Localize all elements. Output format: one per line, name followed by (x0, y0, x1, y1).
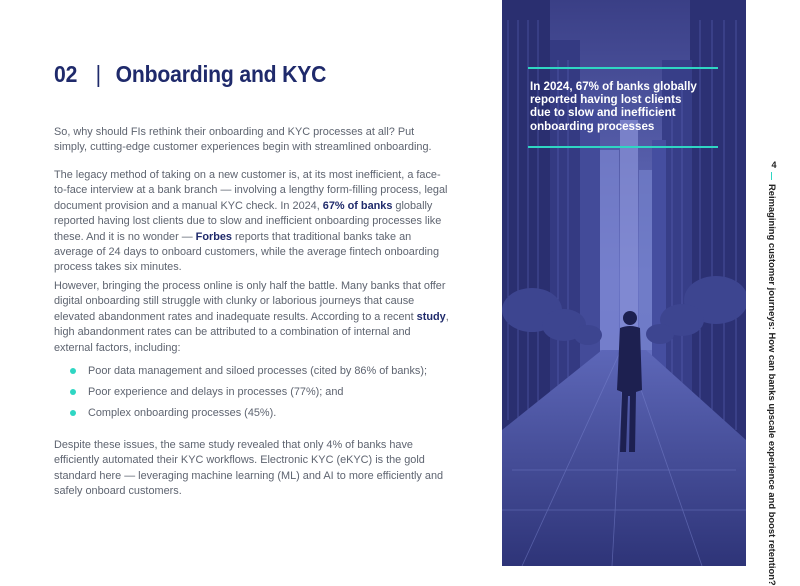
paragraph-text: , high abandonment rates can be attributed to a combination of internal and external factors, including: (54, 310, 449, 354)
paragraph-legacy (54, 168, 449, 276)
section-number: 02 (54, 61, 78, 87)
list-item (70, 385, 427, 406)
paragraph-digital-onboarding (54, 279, 449, 356)
list-item-text: Poor data management and siloed processes (cited by 86% of banks); (88, 365, 428, 377)
paragraph-ekyc: Despite these issues, the same study revealed that only 4% of banks have efficiently automated their KYC workflows. Electronic KYC (eKYC) is the gold standard here — leveraging machine learning (ML) and AI to more efficiently and safely onboard customers. (54, 439, 444, 498)
bullet-dot-icon (70, 368, 76, 374)
list-item-text: Complex onboarding processes (45%). (88, 407, 277, 419)
bullet-dot-icon (70, 389, 76, 395)
link-forbes[interactable]: Forbes (195, 230, 232, 243)
paragraph-text: The legacy method of taking on a new customer is, at its most inefficient, a face-to-face interview at a bank branch — involving a lengthy form-filling process, legal document provision and a manual KYC check. In 2024, (54, 169, 448, 212)
list-item (70, 364, 427, 385)
paragraph-text: However, bringing the process online is only half the battle. Many banks that offer digital onboarding still struggle with clunky or laborious journeys that cause elevated abandonment rates and inadequate results. According to a recent (54, 280, 446, 323)
list-item (70, 406, 427, 427)
page-number-divider (771, 172, 772, 180)
paragraph-intro: So, why should FIs rethink their onboarding and KYC processes at all? Put simply, cutting-edge customer experiences begin with streamlined onboarding. (54, 126, 432, 154)
callout-rule-bottom (528, 146, 718, 148)
bullet-dot-icon (70, 410, 76, 416)
callout-quote: In 2024, 67% of banks globally reported having lost clients due to slow and inefficient onboarding processes (530, 80, 697, 133)
section-divider: | (95, 61, 101, 87)
list-item-text: Poor experience and delays in processes (77%); and (88, 386, 344, 398)
section-title: Onboarding and KYC (115, 61, 327, 87)
document-title-vertical: Reimagining customer journeys: How can banks upscale experience and boost retention? (767, 184, 778, 586)
callout-rule-top (528, 67, 718, 69)
link-study[interactable]: study (416, 310, 446, 323)
link-67-percent-banks[interactable]: 67% of banks (322, 199, 393, 212)
section-heading (54, 61, 326, 88)
page-number: 4 (771, 160, 777, 170)
paragraph-text: globally reported having lost clients due to slow and inefficient onboarding processes like these. And it is no wonder — (54, 199, 442, 243)
paragraph-text: reports that traditional banks take an average of 24 days to onboard customers, while the average fintech onboarding process takes six minutes. (54, 230, 440, 274)
factors-list (70, 364, 427, 427)
